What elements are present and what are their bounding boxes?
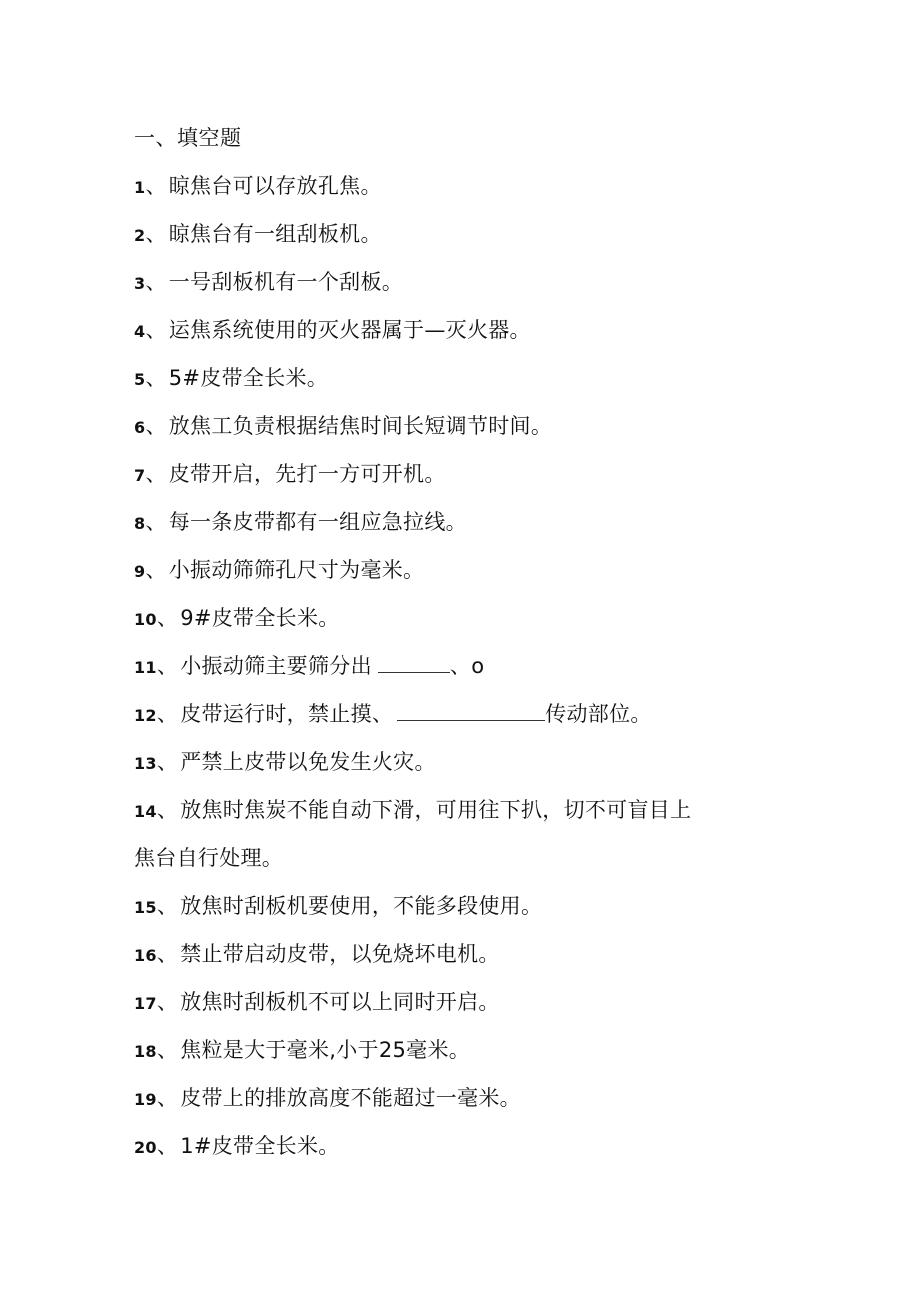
- question-4: [134, 316, 531, 346]
- question-separator: 、: [156, 654, 179, 678]
- question-separator: 、: [145, 414, 167, 438]
- question-text: 放焦时刮板机不可以上同时开启。: [180, 990, 500, 1014]
- question-separator: 、: [145, 558, 167, 582]
- question-8: [134, 508, 467, 538]
- question-separator: 、: [145, 222, 167, 246]
- question-text: 禁止带启动皮带，以免烧坏电机。: [180, 942, 500, 966]
- question-number: 10: [134, 610, 157, 629]
- question-text: 运焦系统使用的灭火器属于—灭火器。: [168, 318, 531, 342]
- question-separator: 、: [156, 990, 179, 1014]
- question-separator: 、: [156, 1134, 179, 1158]
- question-3: [134, 268, 403, 298]
- question-text: 严禁上皮带以免发生火灾。: [180, 750, 436, 774]
- question-number: 13: [134, 754, 157, 773]
- question-number: 4: [134, 322, 146, 341]
- question-separator: 、: [156, 942, 179, 966]
- question-separator: 、: [145, 366, 167, 390]
- answer-blank: [397, 702, 545, 721]
- question-text: 小振动筛筛孔尺寸为毫米。: [168, 558, 425, 582]
- question-10: [134, 604, 340, 634]
- question-separator: 、: [145, 510, 167, 534]
- question-separator: 、: [156, 606, 179, 630]
- section-title: 一、填空题: [134, 126, 242, 150]
- question-separator: 、: [145, 174, 167, 198]
- question-19: [134, 1084, 521, 1114]
- question-number: 17: [134, 994, 157, 1013]
- question-separator: 、: [145, 462, 167, 486]
- question-text: 小振动筛主要筛分出: [180, 654, 372, 678]
- question-text: 放焦工负责根据结焦时间长短调节时间。: [168, 414, 553, 438]
- question-number: 6: [134, 418, 146, 437]
- question-5: [134, 364, 328, 394]
- answer-blank: [378, 654, 450, 673]
- question-16: [134, 940, 500, 970]
- question-number: 3: [134, 274, 146, 293]
- question-9: [134, 556, 424, 586]
- question-number: 11: [134, 658, 157, 677]
- question-12: [134, 700, 652, 730]
- question-number: 16: [134, 946, 157, 965]
- question-14: [134, 796, 691, 826]
- question-separator: 、: [156, 750, 179, 774]
- question-text: 皮带上的排放高度不能超过一毫米。: [180, 1086, 521, 1110]
- question-2: [134, 220, 382, 250]
- question-separator: 、: [156, 1038, 179, 1062]
- question-text: 焦粒是大于毫米,小于25毫米。: [180, 1038, 471, 1062]
- question-separator: 、: [156, 894, 179, 918]
- question-number: 5: [134, 370, 146, 389]
- question-separator: 、: [145, 318, 167, 342]
- question-number: 19: [134, 1090, 157, 1109]
- question-number: 2: [134, 226, 146, 245]
- question-text-end: 、o: [449, 654, 485, 678]
- question-20: [134, 1132, 340, 1162]
- question-7: [134, 460, 446, 490]
- question-18: [134, 1036, 470, 1066]
- question-separator: 、: [145, 270, 167, 294]
- question-14-continuation: 焦台自行处理。: [134, 846, 284, 870]
- question-number: 9: [134, 562, 146, 581]
- question-1: [134, 172, 382, 202]
- question-text: 晾焦台可以存放孔焦。: [168, 174, 382, 198]
- question-text: 放焦时刮板机要使用，不能多段使用。: [180, 894, 543, 918]
- question-number: 18: [134, 1042, 157, 1061]
- question-text: 一号刮板机有一个刮板。: [168, 270, 404, 294]
- question-17: [134, 988, 500, 1018]
- question-separator: 、: [156, 798, 179, 822]
- question-number: 15: [134, 898, 157, 917]
- question-number: 14: [134, 802, 157, 821]
- question-text: 皮带运行时，禁止摸、: [180, 702, 394, 726]
- question-number: 12: [134, 706, 157, 725]
- question-text: 9#皮带全长米。: [180, 606, 340, 630]
- question-separator: 、: [156, 702, 179, 726]
- question-text-end: 传动部位。: [545, 702, 652, 726]
- question-text: 晾焦台有一组刮板机。: [168, 222, 382, 246]
- question-15: [134, 892, 542, 922]
- question-text: 每一条皮带都有一组应急拉线。: [168, 510, 467, 534]
- question-11: [134, 652, 484, 682]
- question-text: 皮带开启，先打一方可开机。: [168, 462, 446, 486]
- question-text: 5#皮带全长米。: [168, 366, 329, 390]
- question-text: 1#皮带全长米。: [180, 1134, 340, 1158]
- question-number: 8: [134, 514, 146, 533]
- question-6: [134, 412, 552, 442]
- question-number: 20: [134, 1138, 157, 1157]
- question-number: 7: [134, 466, 146, 485]
- question-13: [134, 748, 436, 778]
- question-text: 放焦时焦炭不能自动下滑，可用往下扒，切不可盲目上: [180, 798, 692, 822]
- question-separator: 、: [156, 1086, 179, 1110]
- question-number: 1: [134, 178, 146, 197]
